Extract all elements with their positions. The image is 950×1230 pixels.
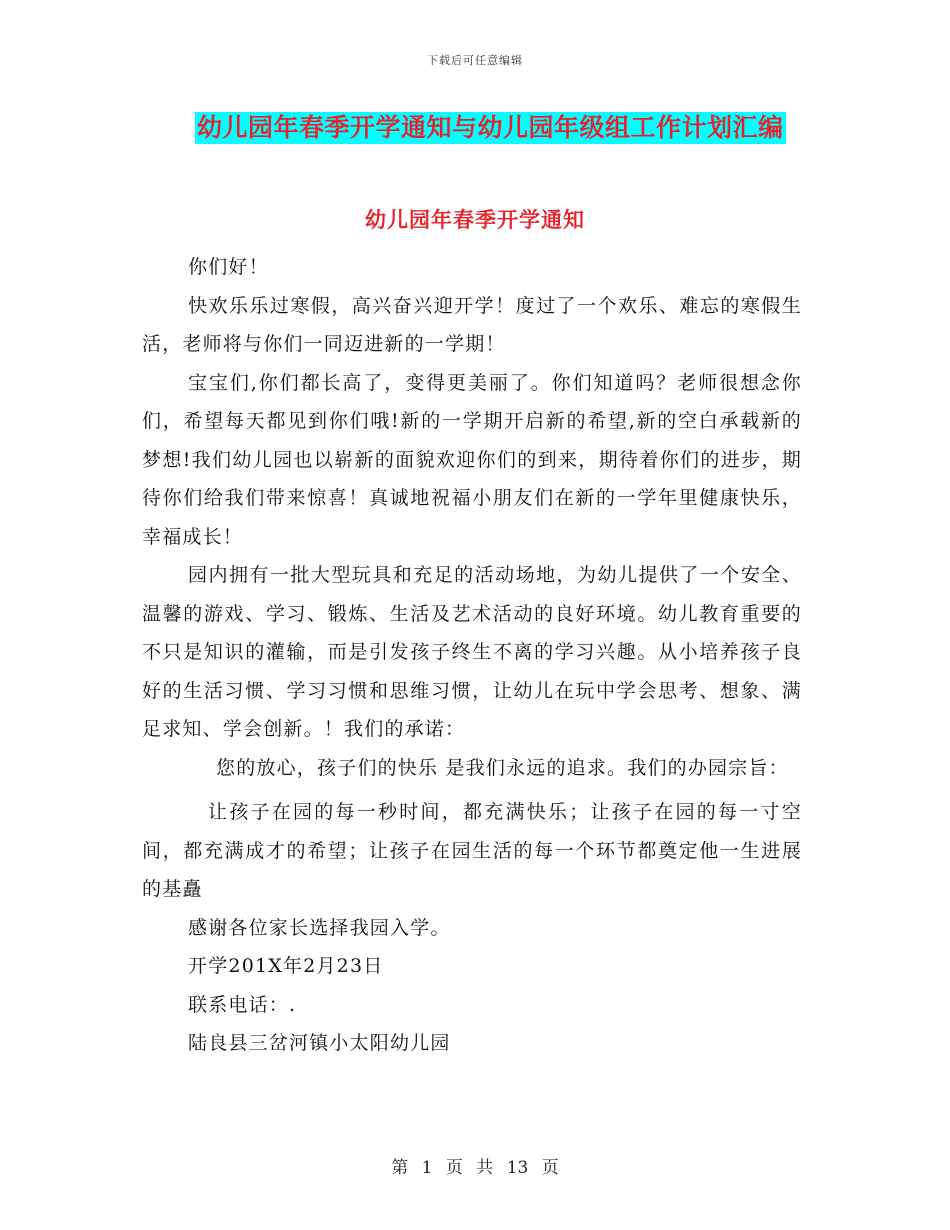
body-paragraph: 让孩子在园的每一秒时间，都充满快乐；让孩子在园的每一寸空间，都充满成才的希望；让孩子在园生活的每一个环节都奠定他一生进展的基矗: [142, 801, 802, 900]
document-body: [142, 248, 802, 1063]
body-paragraph: 宝宝们,你们都长高了，变得更美丽了。你们知道吗？老师很想念你们，希望每天都见到你们哦!新的一学期开启新的希望,新的空白承载新的梦想!我们幼儿园也以崭新的面貌欢迎你们的到来，期待着你们的进步，期待你们给我们带来惊喜！真诚地祝福小朋友们在新的一学年里健康快乐，幸福成长！: [142, 371, 802, 548]
main-title: 幼儿园年春季开学通知与幼儿园年级组工作计划汇编: [197, 113, 784, 142]
body-paragraph: 快欢乐乐过寒假，高兴奋兴迎开学！度过了一个欢乐、难忘的寒假生活，老师将与你们一同迈进新的一学期！: [142, 294, 802, 355]
header-note: 下载后可任意编辑: [427, 54, 523, 67]
contact-line: 联系电话：.: [188, 993, 297, 1016]
body-paragraph: 园内拥有一批大型玩具和充足的活动场地，为幼儿提供了一个安全、温馨的游戏、学习、锻炼、生活及艺术活动的良好环境。幼儿教育重要的不只是知识的灌输，而是引发孩子终生不离的学习兴趣。从小培养孩子良好的生活习惯、学习习惯和思维习惯，让幼儿在玩中学会思考、想象、满足求知、学会创新。！我们的承诺：: [142, 564, 802, 740]
signature-line: 陆良县三岔河镇小太阳幼儿园: [188, 1032, 451, 1054]
date-line: 开学201X年2月23日: [188, 955, 384, 977]
main-title-container: [195, 112, 786, 144]
section-title: 幼儿园年春季开学通知: [365, 207, 585, 232]
closing-line: 感谢各位家长选择我园入学。: [188, 916, 451, 939]
body-paragraph: 您的放心，孩子们的快乐 是我们永远的追求。我们的办园宗旨：: [216, 756, 789, 779]
page-number: 第 1 页 共 13 页: [391, 1158, 559, 1178]
greeting-paragraph: 你们好！: [188, 256, 269, 278]
